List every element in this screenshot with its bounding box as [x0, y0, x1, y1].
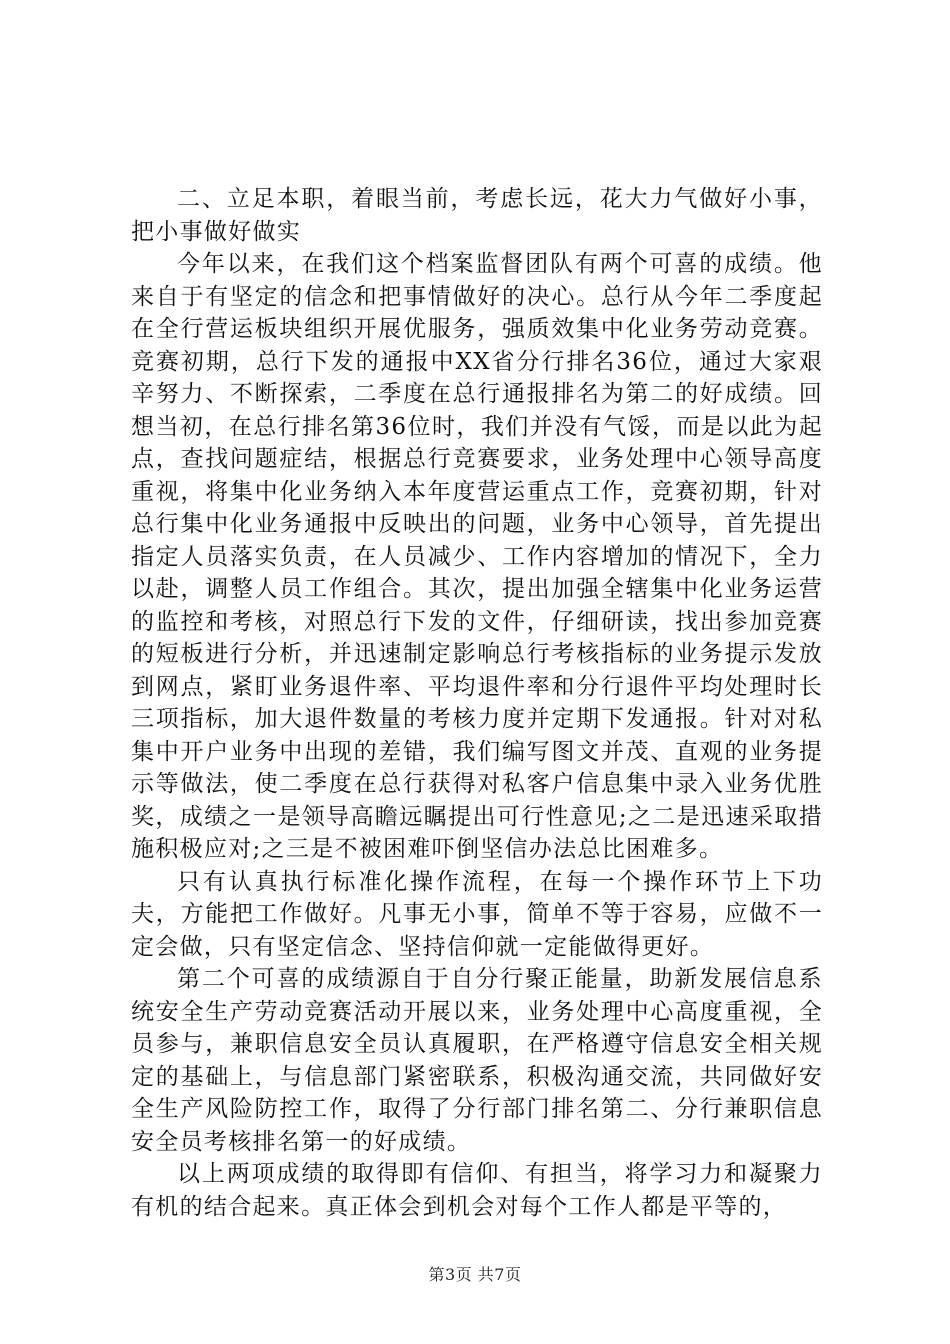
- document-body: [131, 183, 823, 1223]
- paragraph: 今年以来，在我们这个档案监督团队有两个可喜的成绩。他来自于有坚定的信念和把事情做好的决心。总行从今年二季度起在全行营运板块组织开展优服务，强质效集中化业务劳动竞赛。竞赛初期，总行下发的通报中XX省分行排名36位，通过大家艰辛努力、不断探索，二季度在总行通报排名为第二的好成绩。回想当初，在总行排名第36位时，我们并没有气馁，而是以此为起点，查找问题症结，根据总行竞赛要求，业务处理中心领导高度重视，将集中化业务纳入本年度营运重点工作，竞赛初期，针对总行集中化业务通报中反映出的问题，业务中心领导，首先提出指定人员落实负责，在人员减少、工作内容增加的情况下，全力以赴，调整人员工作组合。其次，提出加强全辖集中化业务运营的监控和考核，对照总行下发的文件，仔细研读，找出参加竞赛的短板进行分析，并迅速制定影响总行考核指标的业务提示发放到网点，紧盯业务退件率、平均退件率和分行退件平均处理时长三项指标，加大退件数量的考核力度并定期下发通报。针对对私集中开户业务中出现的差错，我们编写图文并茂、直观的业务提示等做法，使二季度在总行获得对私客户信息集中录入业务优胜奖，成绩之一是领导高瞻远瞩提出可行性意见;之二是迅速采取措施积极应对;之三是不被困难吓倒坚信办法总比困难多。: [131, 251, 823, 862]
- paragraph: 第二个可喜的成绩源自于自分行聚正能量，助新发展信息系统安全生产劳动竞赛活动开展以来，业务处理中心高度重视，全员参与，兼职信息安全员认真履职，在严格遵守信息安全相关规定的基础上，与信息部门紧密联系，积极沟通交流，共同做好安全生产风险防控工作，取得了分行部门排名第二、分行兼职信息安全员考核排名第一的好成绩。: [131, 966, 823, 1155]
- paragraph: 以上两项成绩的取得即有信仰、有担当，将学习力和凝聚力有机的结合起来。真正体会到机会对每个工作人都是平等的，: [131, 1161, 823, 1220]
- section-heading: 二、立足本职，着眼当前，考虑长远，花大力气做好小事，把小事做好做实: [131, 186, 823, 245]
- paragraph: 只有认真执行标准化操作流程，在每一个操作环节上下功夫，方能把工作做好。凡事无小事，简单不等于容易，应做不一定会做，只有坚定信念、坚持信仰就一定能做得更好。: [131, 868, 823, 960]
- page-number-footer: 第3页 共7页: [428, 1265, 522, 1284]
